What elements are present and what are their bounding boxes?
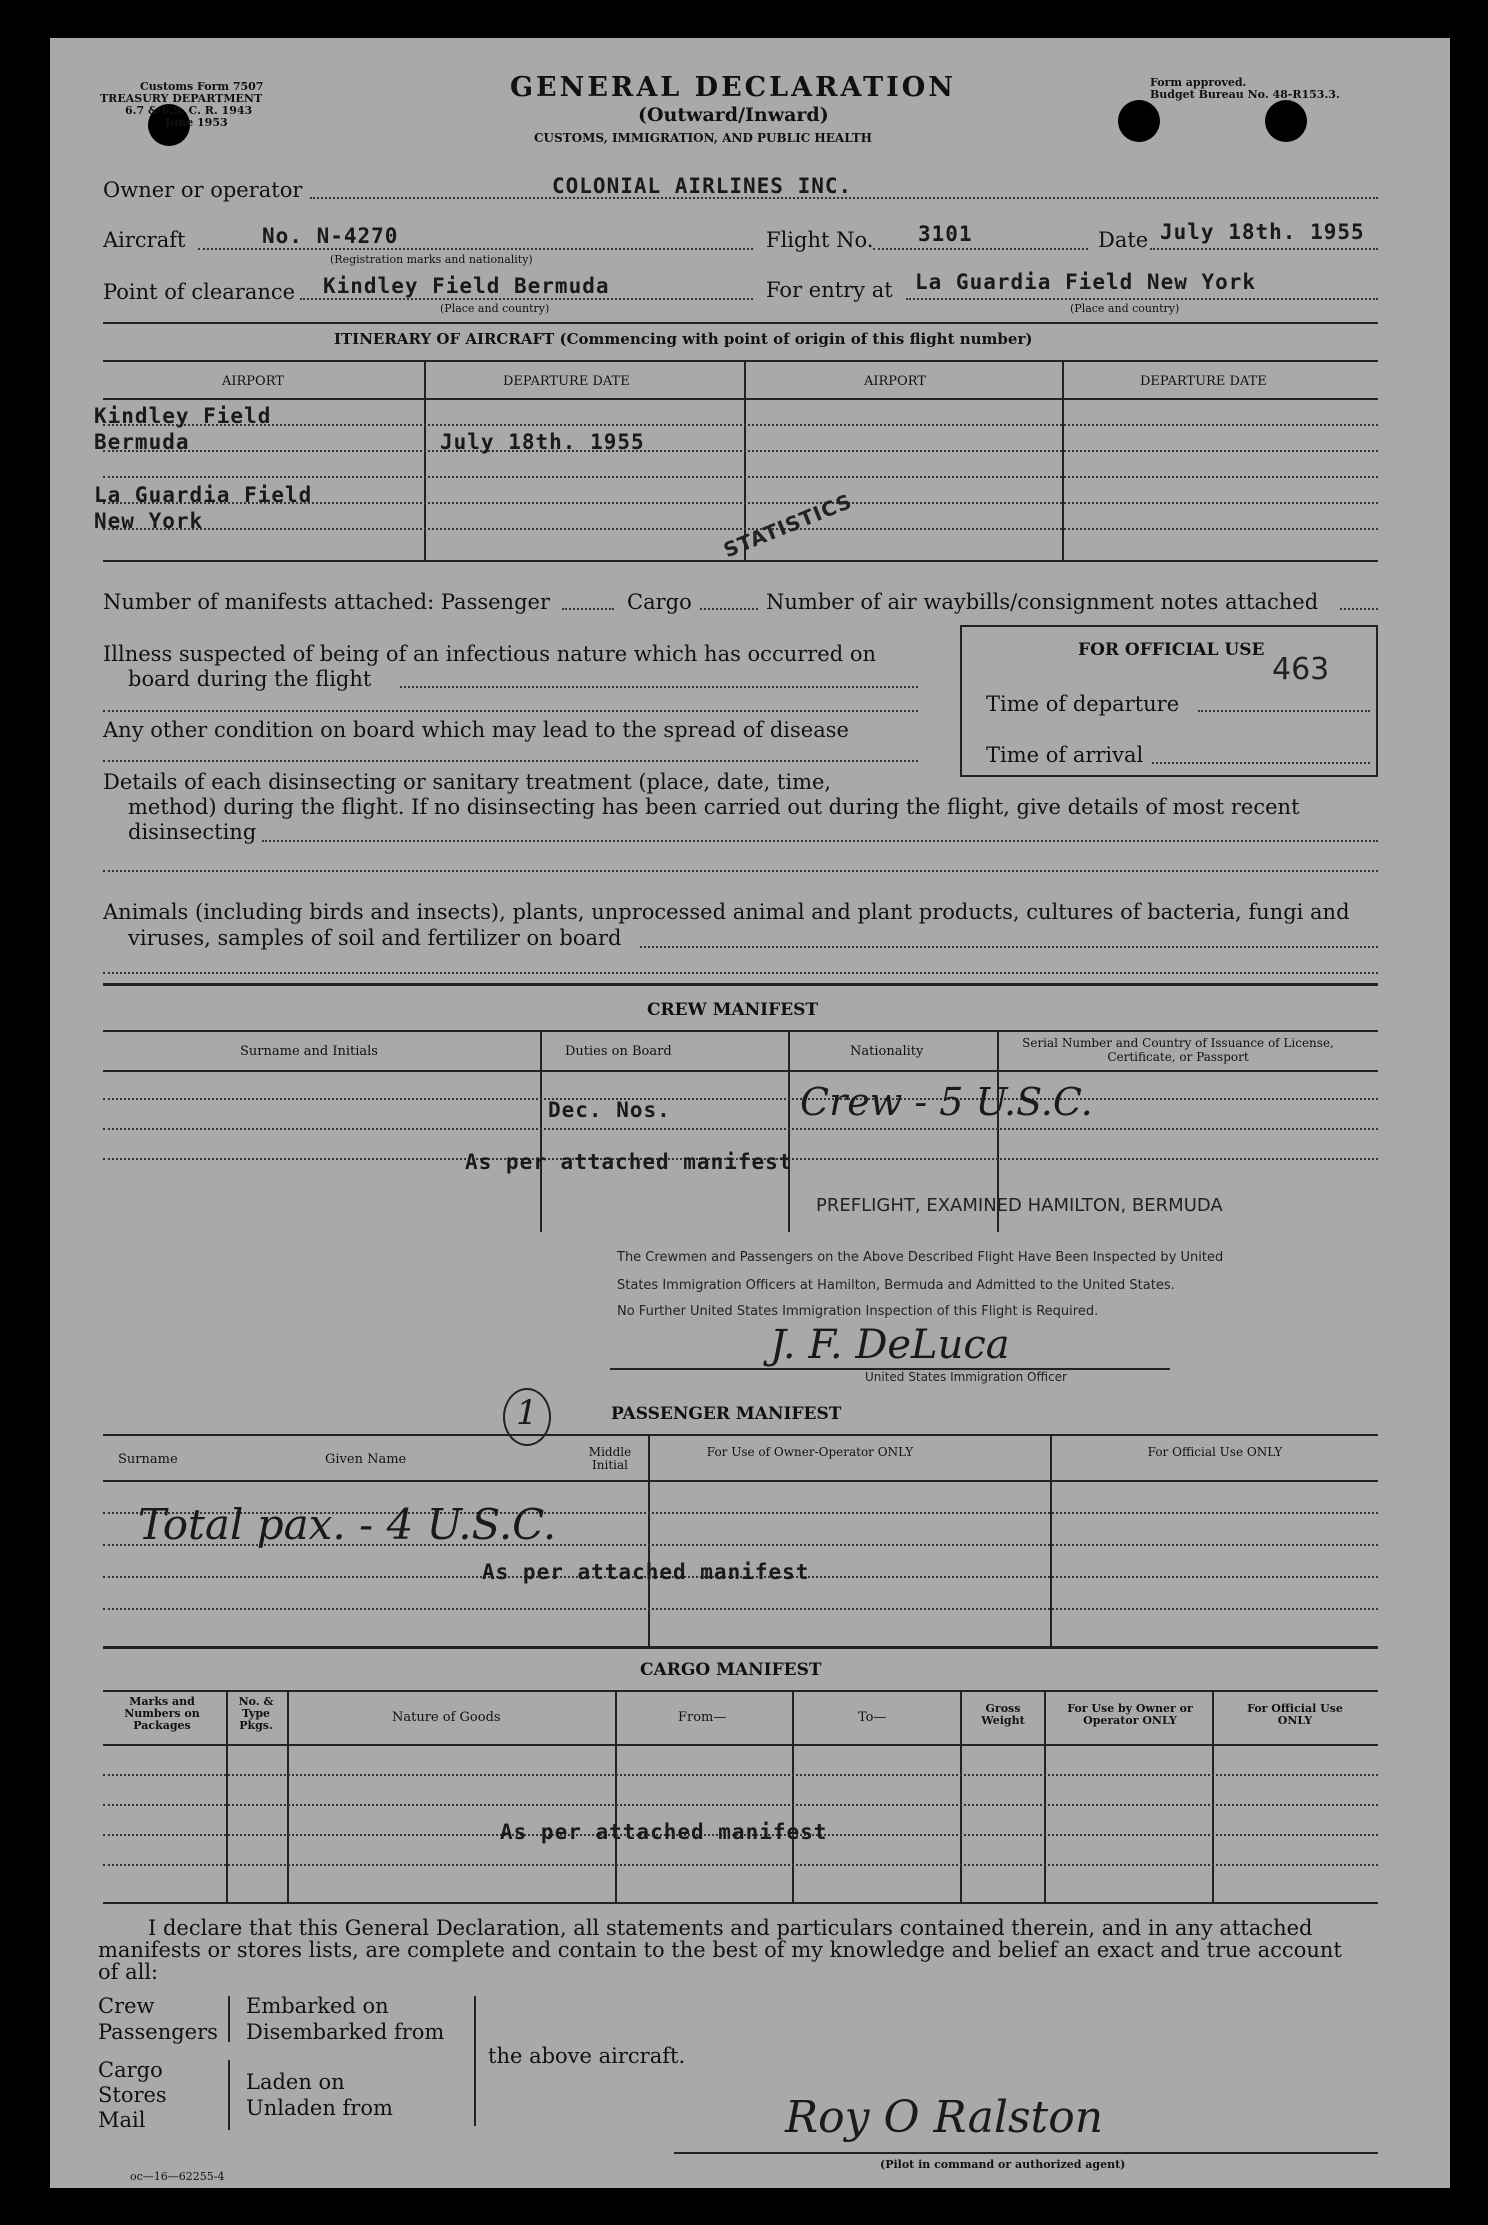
disinsect-text-1: Details of each disinsecting or sanitary treatment (place, date, time, [103,770,832,794]
revision-date: June 1953 [165,116,228,129]
illness-line-2 [103,710,918,712]
flight-label: Flight No. [766,228,874,252]
passenger-col-official: For Official Use ONLY [1147,1445,1283,1459]
manifests-passenger-line [562,608,614,610]
form-approved: Form approved. [1150,76,1247,89]
other-condition-line [103,760,918,762]
itinerary-row-line-3 [103,476,1378,478]
passenger-row-line-4 [103,1608,1378,1610]
cargo-divider-4 [792,1692,794,1902]
footer-code: oc—16—62255-4 [130,2170,225,2183]
itinerary-col-airport-2: AIRPORT [864,374,926,389]
itinerary-heading: ITINERARY OF AIRCRAFT (Commencing with point of origin of this flight number) [334,330,1033,348]
declaration-text-3: of all: [98,1960,159,1984]
form-agencies: CUSTOMS, IMMIGRATION, AND PUBLIC HEALTH [534,131,872,145]
waybills-label: Number of air waybills/consignment notes attached [766,590,1319,614]
clearance-line [300,298,753,300]
declaration-unladen: Unladen from [246,2096,393,2120]
itinerary-header-rule [103,360,1378,362]
form-subtitle: (Outward/Inward) [638,104,829,126]
entry-note: (Place and country) [1070,302,1180,315]
itinerary-airport-1-line-1[interactable]: Kindley Field [94,404,272,428]
cargo-manifest-note[interactable]: As per attached manifest [500,1820,828,1844]
crew-col-surname: Surname and Initials [240,1044,378,1059]
passenger-col-middle: Middle Initial [588,1445,632,1472]
time-of-departure-label: Time of departure [986,692,1180,716]
crew-divider-2 [788,1032,790,1232]
entry-label: For entry at [766,278,893,302]
other-condition-text: Any other condition on board which may lead to the spread of disease [103,718,849,742]
crew-divider-1 [540,1032,542,1232]
cargo-bottom-rule [103,1902,1378,1904]
officer-signature[interactable]: J. F. DeLuca [770,1322,1010,1368]
entry-line [906,298,1378,300]
aircraft-value[interactable]: No. N-4270 [262,224,399,248]
cargo-col-weight: Gross Weight [981,1702,1025,1727]
disinsect-text-2: method) during the flight. If no disinsecting has been carried out during the flight, give details of most recent [128,795,1300,819]
declaration-stores: Stores [98,2083,167,2107]
declaration-crew: Crew [98,1994,155,2018]
animals-line-2 [103,972,1378,974]
date-label: Date [1098,228,1149,252]
preflight-stamp: PREFLIGHT, EXAMINED HAMILTON, BERMUDA [816,1195,1223,1216]
pilot-signature-note: (Pilot in command or authorized agent) [880,2158,1126,2171]
declaration-text-2: manifests or stores lists, are complete and contain to the best of my knowledge and belief an exact and true account [98,1938,1342,1962]
aircraft-label: Aircraft [103,228,186,252]
passenger-col-surname: Surname [118,1452,178,1467]
punch-hole-right-1 [1118,100,1160,142]
itinerary-row-line-5 [103,528,1378,530]
itinerary-airport-1-line-2[interactable]: Bermuda [94,430,190,454]
declaration-brace-main [474,1996,476,2126]
form-title: GENERAL DECLARATION [510,72,956,103]
animals-text-1: Animals (including birds and insects), plants, unprocessed animal and plant products, cultures of bacteria, fungi and [103,900,1350,924]
crew-top-rule [103,983,1378,986]
time-of-departure-line [1198,710,1370,712]
inspection-stamp-line-2: States Immigration Officers at Hamilton, Bermuda and Admitted to the United States. [617,1278,1175,1293]
animals-text-2: viruses, samples of soil and fertilizer on board [128,926,622,950]
cargo-col-owner: For Use by Owner or Operator ONLY [1067,1702,1193,1727]
crew-col-duties: Duties on Board [565,1044,672,1059]
owner-value[interactable]: COLONIAL AIRLINES INC. [552,174,853,198]
cargo-col-marks: Marks and Numbers on Packages [124,1695,200,1732]
passenger-col-rule [103,1480,1378,1482]
animals-line-1 [640,946,1378,948]
crew-col-serial: Serial Number and Country of Issuance of License, Certificate, or Passport [1022,1036,1334,1064]
crew-header-rule [103,1030,1378,1032]
cargo-col-to: To— [858,1710,887,1725]
itinerary-date-1[interactable]: July 18th. 1955 [440,430,645,454]
circled-number-text: 1 [516,1393,538,1433]
time-of-arrival-line [1152,762,1370,764]
itinerary-col-date-1: DEPARTURE DATE [503,374,630,389]
itinerary-row-line-2 [103,450,1378,452]
cargo-row-line-4 [103,1864,1378,1866]
itinerary-col-airport-1: AIRPORT [222,374,284,389]
clearance-value[interactable]: Kindley Field Bermuda [323,274,610,298]
cargo-header-rule [103,1690,1378,1692]
cargo-divider-2 [287,1692,289,1902]
passenger-handwritten-total[interactable]: Total pax. - 4 U.S.C. [138,1500,557,1549]
crew-row-line-2 [103,1128,1378,1130]
declaration-brace-1 [228,1996,230,2042]
declaration-passengers: Passengers [98,2020,218,2044]
cargo-divider-6 [1044,1692,1046,1902]
entry-value[interactable]: La Guardia Field New York [915,270,1257,294]
officer-title: United States Immigration Officer [865,1370,1067,1384]
itinerary-bottom-rule [103,560,1378,562]
itinerary-col-date-2: DEPARTURE DATE [1140,374,1267,389]
statistics-stamp: STATISTICS [720,488,856,563]
declaration-laden: Laden on [246,2070,345,2094]
punch-hole-right-2 [1265,100,1307,142]
disinsect-line-1 [262,840,1378,842]
cargo-row-line-2 [103,1804,1378,1806]
declaration-text-1: I declare that this General Declaration, all statements and particulars contained therein, and in any attached [148,1916,1313,1940]
official-use-title: FOR OFFICIAL USE [1078,640,1265,660]
owner-label: Owner or operator [103,178,303,202]
clearance-label: Point of clearance [103,280,296,304]
itinerary-row-line-1 [103,424,1378,426]
crew-col-nationality: Nationality [850,1044,924,1059]
passenger-manifest-note[interactable]: As per attached manifest [482,1560,810,1584]
cargo-heading: CARGO MANIFEST [640,1660,822,1680]
time-of-arrival-label: Time of arrival [986,743,1144,767]
crew-duties-value[interactable]: Dec. Nos. [548,1098,671,1122]
cargo-top-rule [103,1646,1378,1649]
illness-text-1: Illness suspected of being of an infectious nature which has occurred on [103,642,877,666]
declaration-mail: Mail [98,2108,146,2132]
pilot-signature-line [674,2152,1378,2154]
itinerary-col-rule [103,398,1378,400]
declaration-embarked: Embarked on [246,1994,389,2018]
flight-line [873,248,1088,250]
date-value[interactable]: July 18th. 1955 [1160,220,1365,244]
passenger-heading: PASSENGER MANIFEST [611,1404,842,1424]
budget-bureau: Budget Bureau No. 48-R153.3. [1150,88,1340,101]
passenger-header-rule [103,1434,1378,1436]
official-use-number[interactable]: 463 [1272,652,1330,687]
pilot-signature[interactable]: Roy O Ralston [785,2092,1104,2143]
passenger-divider-1 [648,1436,650,1646]
cargo-divider-3 [615,1692,617,1902]
customs-form-number: Customs Form 7507 [140,80,264,93]
inspection-stamp-line-3: No Further United States Immigration Inspection of this Flight is Required. [617,1304,1099,1319]
crew-heading: CREW MANIFEST [647,1000,819,1020]
cargo-col-nature: Nature of Goods [392,1710,501,1725]
illness-line [400,686,918,688]
declaration-disembarked: Disembarked from [246,2020,445,2044]
illness-text-2: board during the flight [128,667,372,691]
manifests-cargo-line [700,608,758,610]
declaration-brace-2 [228,2060,230,2130]
date-line [1150,248,1378,250]
disinsect-line-2 [103,870,1378,872]
cargo-divider-1 [226,1692,228,1902]
aircraft-line [198,248,753,250]
cfr-reference: 6.7 & 6.9, C. R. 1943 [125,104,253,117]
cargo-col-from: From— [678,1710,727,1725]
cargo-row-line-1 [103,1774,1378,1776]
crew-nationality-value[interactable]: Crew - 5 U.S.C. [800,1080,1093,1124]
manifests-cargo-label: Cargo [627,590,692,614]
disinsect-text-3: disinsecting [128,820,257,844]
inspection-stamp-line-1: The Crewmen and Passengers on the Above Described Flight Have Been Inspected by United [617,1250,1224,1265]
passenger-col-given: Given Name [325,1452,407,1467]
treasury-department: TREASURY DEPARTMENT [100,92,263,105]
cargo-col-rule [103,1744,1378,1746]
crew-col-rule [103,1070,1378,1072]
itinerary-airport-2-line-1[interactable]: La Guardia Field [94,483,313,507]
waybills-line [1340,608,1378,610]
clearance-note: (Place and country) [440,302,550,315]
cargo-divider-7 [1212,1692,1214,1902]
flight-value[interactable]: 3101 [918,222,973,246]
cargo-col-pkgs: No. & Type Pkgs. [238,1695,274,1732]
crew-manifest-note[interactable]: As per attached manifest [465,1150,793,1174]
itinerary-divider-1 [424,362,426,562]
declaration-above-aircraft: the above aircraft. [488,2044,686,2068]
crew-row-line-1 [103,1098,1378,1100]
itinerary-divider-3 [1062,362,1064,562]
declaration-cargo: Cargo [98,2058,163,2082]
passenger-divider-2 [1050,1436,1052,1646]
aircraft-note: (Registration marks and nationality) [330,253,533,266]
manifests-passenger-label: Number of manifests attached: Passenger [103,590,550,614]
cargo-divider-5 [960,1692,962,1902]
itinerary-top-rule [103,322,1378,324]
itinerary-airport-2-line-2[interactable]: New York [94,509,204,533]
passenger-col-owner: For Use of Owner-Operator ONLY [706,1445,914,1459]
cargo-col-official: For Official Use ONLY [1247,1702,1343,1727]
